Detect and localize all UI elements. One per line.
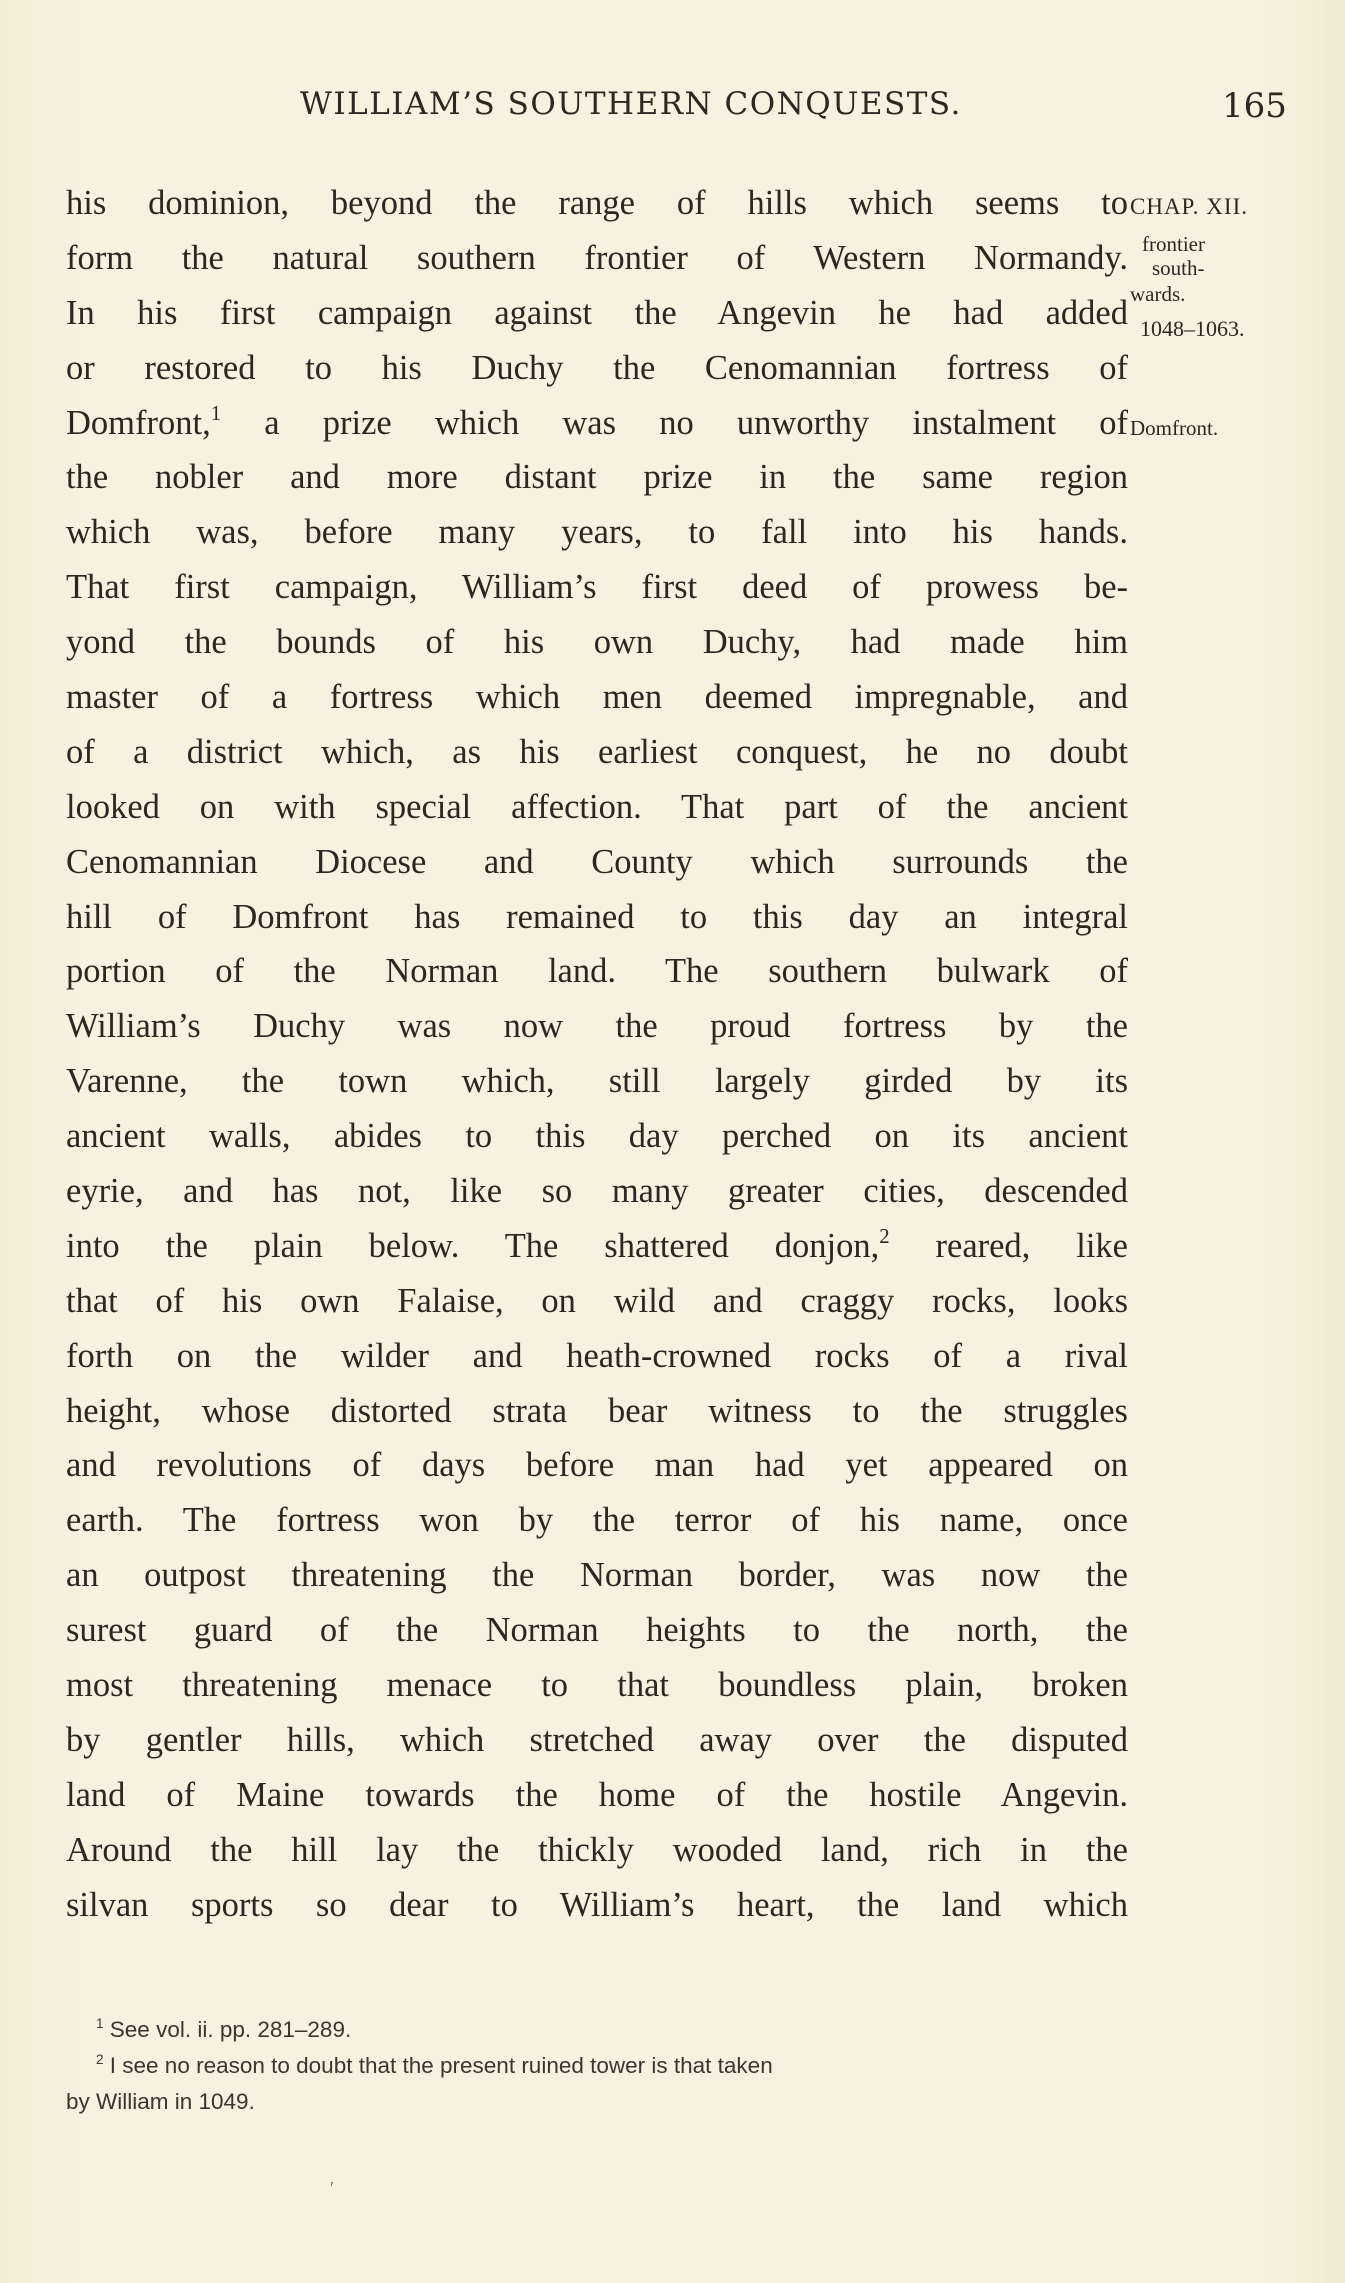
footnote-1 [66,2012,1128,2048]
text-line: which was, before many years, to fall into his hands. [66,513,1128,552]
margin-note-domfront: Domfront. [1130,416,1219,440]
page-number: 165 [1222,86,1287,126]
text-line: his dominion, beyond the range of hills which seems to [66,184,1128,222]
text-line: height, whose distorted strata bear witness to the struggles [66,1391,1128,1430]
text-line: looked on with special affection. That part of the ancient [66,787,1128,826]
footnote-2-continued: by William in 1049. [66,2089,255,2114]
text-line: That first campaign, William’s first deed of prowess be- [66,568,1128,607]
text-line: an outpost threatening the Norman border, was now the [66,1556,1128,1595]
footnote-mark: 1 [96,2016,104,2032]
text-line: William’s Duchy was now the proud fortress by the [66,1007,1128,1046]
text-line: Varenne, the town which, still largely girded by its [66,1062,1128,1101]
text-line: land of Maine towards the home of the hostile Angevin. [66,1775,1128,1814]
body-text [66,176,1128,1933]
text-line: the nobler and more distant prize in the same region [66,458,1128,497]
running-title: WILLIAM’S SOUTHERN CONQUESTS. [300,86,962,122]
text-line: by gentler hills, which stretched away over the disputed [66,1720,1128,1759]
text-line [66,396,1128,451]
margin-note-frontier: frontier [1142,232,1205,256]
footnote-text: See vol. ii. pp. 281–289. [109,2017,352,2042]
text-line: Around the hill lay the thickly wooded land, rich in the [66,1830,1128,1869]
chapter-label: CHAP. XII. [1130,194,1248,219]
footnotes [66,2012,1128,2120]
text-line: silvan sports so dear to William’s heart, the land which [66,1885,1128,1924]
footnote-2 [66,2048,1128,2084]
text-line: earth. The fortress won by the terror of his name, once [66,1501,1128,1540]
text-segment: Domfront, [66,403,211,442]
text-line: and revolutions of days before man had yet appeared on [66,1446,1128,1485]
text-line: yond the bounds of his own Duchy, had made him [66,623,1128,662]
margin-note-frontier: wards. [1130,282,1186,306]
text-segment: a prize which was no unworthy instalment of [221,403,1128,442]
text-line [66,1219,1128,1274]
text-line: or restored to his Duchy the Cenomannian fortress of [66,348,1128,387]
text-line: hill of Domfront has remained to this day an integral [66,897,1128,936]
text-line: forth on the wilder and heath-crowned rocks of a rival [66,1336,1128,1375]
running-head [0,86,1345,136]
footnote-text: I see no reason to doubt that the present ruined tower is that taken [109,2053,773,2078]
text-line: ancient walls, abides to this day perched on its ancient [66,1117,1128,1156]
text-segment: reared, like [889,1226,1128,1265]
text-line: most threatening menace to that boundless plain, broken [66,1666,1128,1705]
text-line: master of a fortress which men deemed impregnable, and [66,678,1128,717]
text-line: that of his own Falaise, on wild and craggy rocks, looks [66,1281,1128,1320]
margin-note-frontier: south- [1152,256,1205,280]
footnote-ref-2: 2 [879,1226,890,1249]
text-line: of a district which, as his earliest conquest, he no doubt [66,732,1128,771]
footnote-mark: 2 [96,2052,104,2068]
text-line: In his first campaign against the Angevin he had added [66,293,1128,332]
stray-print-mark: ′ [330,2178,334,2198]
text-line: eyrie, and has not, like so many greater cities, descended [66,1172,1128,1211]
text-line: portion of the Norman land. The southern bulwark of [66,952,1128,991]
text-segment: into the plain below. The shattered donjon, [66,1226,880,1265]
text-line: surest guard of the Norman heights to the north, the [66,1611,1128,1650]
margin-note-dates: 1048–1063. [1140,316,1245,341]
text-line: form the natural southern frontier of Western Normandy. [66,238,1128,277]
text-line: Cenomannian Diocese and County which surrounds the [66,842,1128,881]
footnote-ref-1: 1 [210,403,222,426]
